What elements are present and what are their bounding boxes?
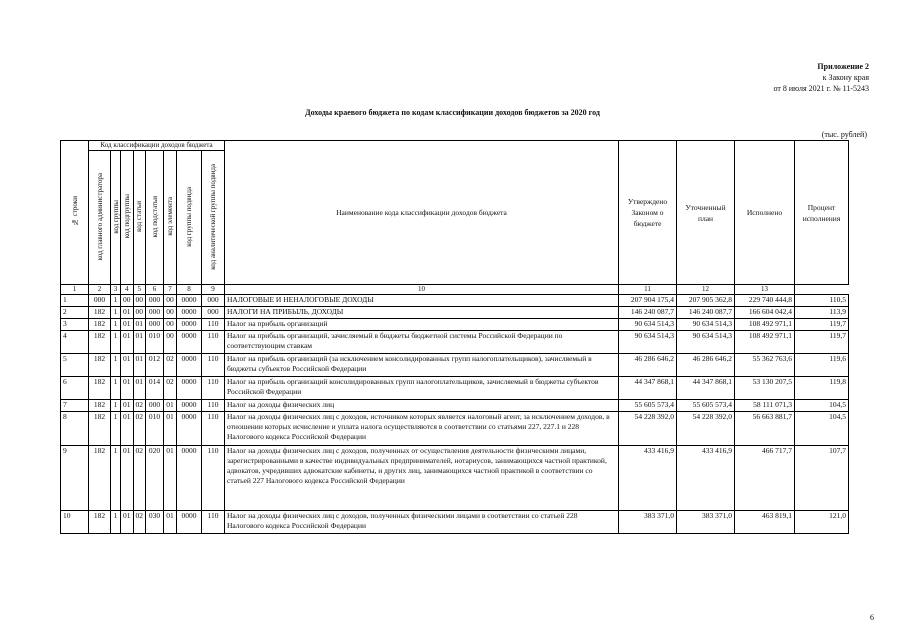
col-header-element: код элемента <box>164 151 177 285</box>
revised-amount: 146 240 087,7 <box>677 307 735 319</box>
approved-amount: 90 634 514,3 <box>619 319 677 331</box>
subarticle-code: 010 <box>146 412 164 446</box>
income-name: Налог на доходы физических лиц с доходов, полученных от осуществления деятельности физическими лицами, зарегистрированными в качестве индивидуальных предпринимателей, нотариусов, занимающихся частной практикой, адвокатов, учредивших адвокатские кабинеты, и других лиц, занимающихся частной практикой в соответствии со статьей 227 Налогового кодекса Российской Федерации <box>225 446 619 511</box>
revised-amount: 46 286 646,2 <box>677 354 735 377</box>
table-row <box>61 319 849 331</box>
admin-code: 182 <box>89 446 111 511</box>
element-code: 01 <box>164 446 177 511</box>
col-header-code-group: Код классификации доходов бюджета <box>89 141 225 151</box>
article-code: 00 <box>133 295 146 307</box>
revised-amount: 54 228 392,0 <box>677 412 735 446</box>
analytic-group-code: 110 <box>202 331 225 354</box>
admin-code: 182 <box>89 412 111 446</box>
element-code: 02 <box>164 354 177 377</box>
revised-amount: 55 605 573,4 <box>677 400 735 412</box>
approved-amount: 383 371,0 <box>619 511 677 534</box>
col-header-subtype-group: код группы подвида <box>177 151 202 285</box>
execution-percent: 119,6 <box>795 354 849 377</box>
col-header-row-no: № строки <box>61 141 89 285</box>
executed-amount: 108 492 971,1 <box>735 319 795 331</box>
subgroup-code: 01 <box>121 511 134 534</box>
income-name: НАЛОГОВЫЕ И НЕНАЛОГОВЫЕ ДОХОДЫ <box>225 295 619 307</box>
appendix-label: Приложение 2 <box>817 62 869 71</box>
admin-code: 182 <box>89 377 111 400</box>
execution-percent: 119,7 <box>795 319 849 331</box>
table-row <box>61 331 849 354</box>
subtype-group-code: 0000 <box>177 331 202 354</box>
row-number: 10 <box>61 511 89 534</box>
revised-amount: 433 416,9 <box>677 446 735 511</box>
admin-code: 182 <box>89 331 111 354</box>
subgroup-code: 01 <box>121 400 134 412</box>
subgroup-code: 01 <box>121 319 134 331</box>
article-code: 01 <box>133 377 146 400</box>
article-code: 02 <box>133 511 146 534</box>
article-code: 01 <box>133 319 146 331</box>
group-code: 1 <box>111 511 121 534</box>
income-name: Налог на доходы физических лиц <box>225 400 619 412</box>
analytic-group-code: 110 <box>202 400 225 412</box>
subtype-group-code: 0000 <box>177 354 202 377</box>
table-row <box>61 295 849 307</box>
col-header-subarticle: код подстатьи <box>146 151 164 285</box>
subtype-group-code: 0000 <box>177 511 202 534</box>
table-row <box>61 377 849 400</box>
admin-code: 182 <box>89 354 111 377</box>
approved-amount: 46 286 646,2 <box>619 354 677 377</box>
subtype-group-code: 0000 <box>177 319 202 331</box>
revised-amount: 90 634 514,3 <box>677 331 735 354</box>
row-number: 8 <box>61 412 89 446</box>
subtype-group-code: 0000 <box>177 412 202 446</box>
table-row <box>61 354 849 377</box>
analytic-group-code: 000 <box>202 295 225 307</box>
execution-percent: 119,7 <box>795 331 849 354</box>
group-code: 1 <box>111 446 121 511</box>
subarticle-code: 000 <box>146 307 164 319</box>
subtype-group-code: 0000 <box>177 295 202 307</box>
revised-amount: 383 371,0 <box>677 511 735 534</box>
execution-percent: 104,5 <box>795 412 849 446</box>
subgroup-code: 01 <box>121 354 134 377</box>
income-name: Налог на прибыль организаций <box>225 319 619 331</box>
executed-amount: 108 492 971,1 <box>735 331 795 354</box>
col-index: 8 <box>177 285 202 295</box>
income-name: Налог на прибыль организаций (за исключением консолидированных групп налогоплательщиков), зачисляемый в бюджеты субъектов Российской Федерации <box>225 354 619 377</box>
article-code: 01 <box>133 331 146 354</box>
table-row <box>61 446 849 511</box>
executed-amount: 463 819,1 <box>735 511 795 534</box>
col-header-executed: Исполнено <box>735 141 795 285</box>
appendix-law-reference: от 8 июля 2021 г. № 11-5243 <box>773 84 869 93</box>
executed-amount: 229 740 444,8 <box>735 295 795 307</box>
group-code: 1 <box>111 354 121 377</box>
col-header-name: Наименование кода классификации доходов бюджета <box>225 141 619 285</box>
subgroup-code: 01 <box>121 377 134 400</box>
col-index: 4 <box>121 285 134 295</box>
income-name: НАЛОГИ НА ПРИБЫЛЬ, ДОХОДЫ <box>225 307 619 319</box>
element-code: 00 <box>164 307 177 319</box>
execution-percent: 119,8 <box>795 377 849 400</box>
row-number: 3 <box>61 319 89 331</box>
col-index: 11 <box>619 285 677 295</box>
income-name: Налог на доходы физических лиц с доходов, полученных физическими лицами в соответствии со статьей 228 Налогового кодекса Российской Федерации <box>225 511 619 534</box>
analytic-group-code: 110 <box>202 412 225 446</box>
group-code: 1 <box>111 412 121 446</box>
admin-code: 182 <box>89 307 111 319</box>
article-code: 02 <box>133 446 146 511</box>
page-number: 6 <box>870 613 874 622</box>
subtype-group-code: 0000 <box>177 307 202 319</box>
executed-amount: 53 130 207,5 <box>735 377 795 400</box>
col-header-percent: Процент исполнения <box>795 141 849 285</box>
admin-code: 182 <box>89 319 111 331</box>
subtype-group-code: 0000 <box>177 377 202 400</box>
approved-amount: 433 416,9 <box>619 446 677 511</box>
col-index: 6 <box>146 285 164 295</box>
subgroup-code: 01 <box>121 307 134 319</box>
col-index: 3 <box>111 285 121 295</box>
admin-code: 182 <box>89 511 111 534</box>
income-name: Налог на прибыль организаций, зачисляемый в бюджеты бюджетной системы Российской Федерации по соответствующим ставкам <box>225 331 619 354</box>
article-code: 00 <box>133 307 146 319</box>
row-number: 1 <box>61 295 89 307</box>
units-label: (тыс. рублей) <box>821 130 867 139</box>
row-number: 7 <box>61 400 89 412</box>
table-row <box>61 511 849 534</box>
subtype-group-code: 0000 <box>177 400 202 412</box>
executed-amount: 166 604 042,4 <box>735 307 795 319</box>
element-code: 00 <box>164 319 177 331</box>
analytic-group-code: 110 <box>202 446 225 511</box>
group-code: 1 <box>111 319 121 331</box>
group-code: 1 <box>111 377 121 400</box>
income-name: Налог на доходы физических лиц с доходов, источником которых является налоговый агент, за исключением доходов, в отношении которых исчисление и уплата налога осуществляются в соответствии со статьями 227, 227.1 и 228 Налогового кодекса Российской Федерации <box>225 412 619 446</box>
subarticle-code: 012 <box>146 354 164 377</box>
group-code: 1 <box>111 400 121 412</box>
execution-percent: 110,5 <box>795 295 849 307</box>
group-code: 1 <box>111 307 121 319</box>
row-number: 9 <box>61 446 89 511</box>
col-header-analytic-group: код аналитической группы подвида <box>202 151 225 285</box>
subgroup-code: 01 <box>121 446 134 511</box>
subarticle-code: 010 <box>146 331 164 354</box>
column-index-row <box>61 285 849 295</box>
element-code: 01 <box>164 400 177 412</box>
article-code: 01 <box>133 354 146 377</box>
executed-amount: 466 717,7 <box>735 446 795 511</box>
col-index: 9 <box>202 285 225 295</box>
analytic-group-code: 110 <box>202 511 225 534</box>
col-header-revised: Уточненный план <box>677 141 735 285</box>
income-name: Налог на прибыль организаций консолидированных групп налогоплательщиков, зачисляемый в бюджеты субъектов Российской Федерации <box>225 377 619 400</box>
row-number: 4 <box>61 331 89 354</box>
approved-amount: 90 634 514,3 <box>619 331 677 354</box>
element-code: 01 <box>164 412 177 446</box>
subarticle-code: 030 <box>146 511 164 534</box>
col-index: 5 <box>133 285 146 295</box>
group-code: 1 <box>111 331 121 354</box>
revised-amount: 44 347 868,1 <box>677 377 735 400</box>
table-row <box>61 307 849 319</box>
revised-amount: 90 634 514,3 <box>677 319 735 331</box>
subarticle-code: 000 <box>146 400 164 412</box>
document-title: Доходы краевого бюджета по кодам классификации доходов бюджетов за 2020 год <box>305 108 600 117</box>
col-index: 1 <box>61 285 89 295</box>
subarticle-code: 020 <box>146 446 164 511</box>
execution-percent: 107,7 <box>795 446 849 511</box>
analytic-group-code: 000 <box>202 307 225 319</box>
element-code: 00 <box>164 295 177 307</box>
col-header-group: код группы <box>111 151 121 285</box>
element-code: 01 <box>164 511 177 534</box>
subgroup-code: 00 <box>121 295 134 307</box>
approved-amount: 54 228 392,0 <box>619 412 677 446</box>
col-index: 10 <box>225 285 619 295</box>
approved-amount: 146 240 087,7 <box>619 307 677 319</box>
row-number: 5 <box>61 354 89 377</box>
row-number: 2 <box>61 307 89 319</box>
subarticle-code: 014 <box>146 377 164 400</box>
executed-amount: 56 663 881,7 <box>735 412 795 446</box>
col-index: 7 <box>164 285 177 295</box>
col-index: 12 <box>677 285 735 295</box>
revenue-table <box>60 140 849 534</box>
approved-amount: 55 605 573,4 <box>619 400 677 412</box>
executed-amount: 55 362 763,6 <box>735 354 795 377</box>
element-code: 02 <box>164 377 177 400</box>
group-code: 1 <box>111 295 121 307</box>
element-code: 00 <box>164 331 177 354</box>
execution-percent: 121,0 <box>795 511 849 534</box>
execution-percent: 104,5 <box>795 400 849 412</box>
col-index: 13 <box>735 285 795 295</box>
admin-code: 000 <box>89 295 111 307</box>
analytic-group-code: 110 <box>202 319 225 331</box>
approved-amount: 44 347 868,1 <box>619 377 677 400</box>
article-code: 02 <box>133 400 146 412</box>
row-number: 6 <box>61 377 89 400</box>
article-code: 02 <box>133 412 146 446</box>
col-index: 2 <box>89 285 111 295</box>
appendix-law-label: к Закону края <box>822 73 869 82</box>
subtype-group-code: 0000 <box>177 446 202 511</box>
col-header-admin: код главного администратора <box>89 151 111 285</box>
table-row <box>61 400 849 412</box>
approved-amount: 207 904 175,4 <box>619 295 677 307</box>
table-row <box>61 412 849 446</box>
revised-amount: 207 905 362,8 <box>677 295 735 307</box>
col-header-subgroup: код подгруппы <box>121 151 134 285</box>
subarticle-code: 000 <box>146 319 164 331</box>
subgroup-code: 01 <box>121 412 134 446</box>
subarticle-code: 000 <box>146 295 164 307</box>
col-header-approved: Утверждено Законом о бюджете <box>619 141 677 285</box>
execution-percent: 113,9 <box>795 307 849 319</box>
executed-amount: 58 111 071,3 <box>735 400 795 412</box>
analytic-group-code: 110 <box>202 354 225 377</box>
col-header-article: код статьи <box>133 151 146 285</box>
subgroup-code: 01 <box>121 331 134 354</box>
analytic-group-code: 110 <box>202 377 225 400</box>
admin-code: 182 <box>89 400 111 412</box>
